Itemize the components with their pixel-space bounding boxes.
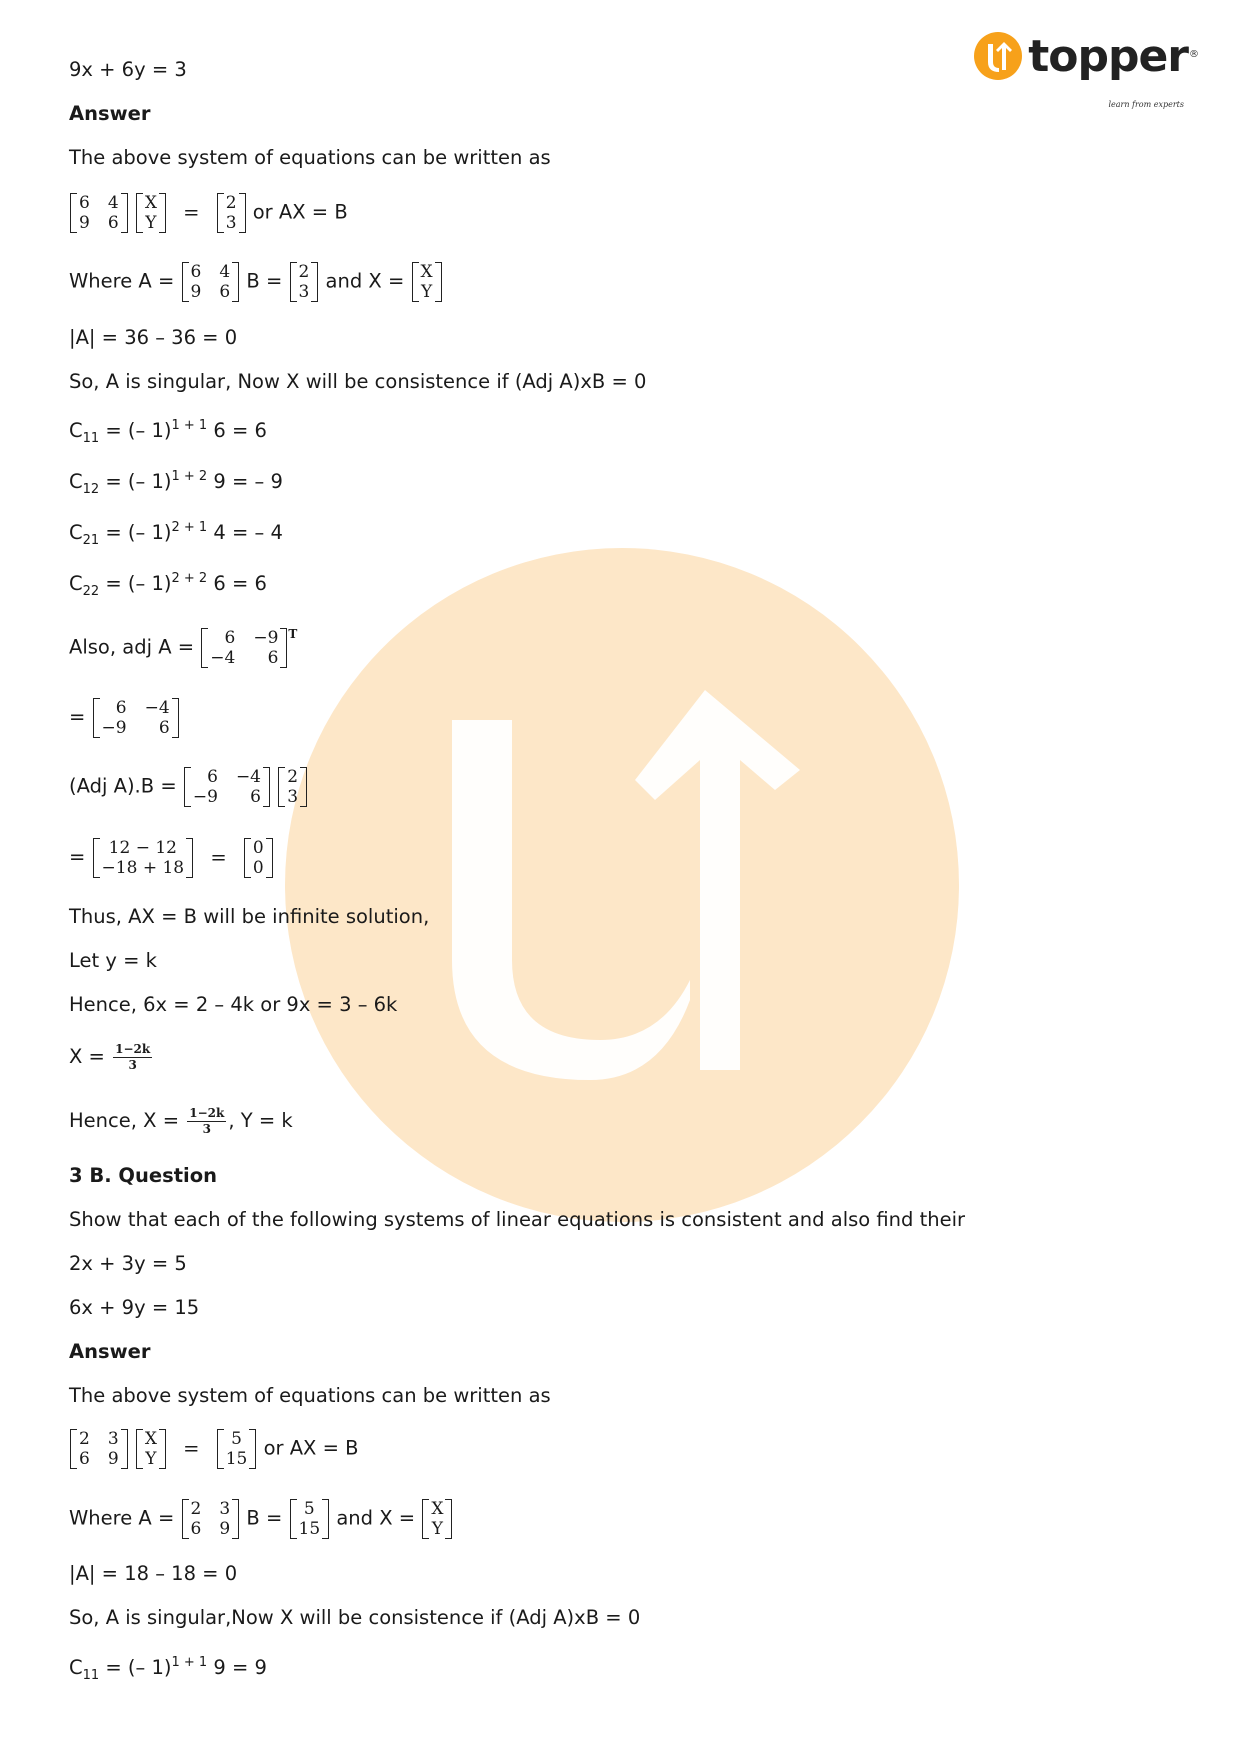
- or-text: or AX = B: [252, 200, 348, 224]
- matrix-xy: X Y: [136, 1429, 166, 1469]
- question-text: Show that each of the following systems of linear equations is consistent and also find their: [69, 1208, 966, 1231]
- matrix-xy: X Y: [136, 193, 166, 233]
- hence-line: Hence, 6x = 2 – 4k or 9x = 3 – 6k: [69, 993, 398, 1016]
- adj-result-line: = 6 −4 −9 6: [69, 698, 180, 738]
- intro-text: The above system of equations can be written as: [69, 1384, 551, 1407]
- matrix-equation: 6 4 9 6 X Y = 2 3 or AX = B: [69, 193, 348, 233]
- fraction: $\frac{1-2k}{3}$: [189, 1106, 225, 1136]
- watermark-circle: [285, 548, 959, 1222]
- answer-heading: Answer: [69, 1340, 151, 1363]
- determinant-line: |A| = 36 – 36 = 0: [69, 326, 238, 349]
- matrix-b: 5 15: [217, 1429, 257, 1469]
- product-line: = 12 − 12 −18 + 18 = 0 0: [69, 838, 274, 878]
- matrix-xy: X Y: [422, 1499, 452, 1539]
- answer-heading: Answer: [69, 102, 151, 125]
- logo-wordmark: [1028, 30, 1198, 109]
- matrix-a: 6 4 9 6: [182, 262, 240, 302]
- thus-line: Thus, AX = B will be infinite solution,: [69, 905, 430, 928]
- matrix-b: 2 3: [290, 262, 319, 302]
- brand-logo: [972, 30, 1198, 109]
- question-heading: 3 B. Question: [69, 1164, 217, 1187]
- matrix-adj: 6 −4 −9 6: [184, 767, 270, 807]
- cofactor-c11: $C_{11}$ = (– 1)$^{1 + 1}$ 6 = 6: [69, 418, 267, 446]
- cofactor-c11: $C_{11}$ = (– 1)$^{1 + 1}$ 9 = 9: [69, 1655, 267, 1683]
- hence-solution-line: Hence, X = $\frac{1-2k}{3}$ , Y = k: [69, 1106, 293, 1136]
- where-line: Where A = 2 3 6 9 B = 5 15 and X = X Y: [69, 1499, 453, 1539]
- logo-tagline: learn from experts: [1108, 100, 1184, 109]
- matrix-equation: 2 3 6 9 X Y = 5 15 or AX = B: [69, 1429, 359, 1469]
- adj-line: Also, adj A = 6 −9 −4 6 $^T$: [69, 627, 298, 668]
- equation-line: 9x + 6y = 3: [69, 58, 187, 81]
- intro-text: The above system of equations can be written as: [69, 146, 551, 169]
- logo-name: topper: [1028, 31, 1188, 82]
- adj-b-line: (Adj A).B = 6 −4 −9 6 2 3: [69, 767, 308, 807]
- cofactor-c21: $C_{21}$ = (– 1)$^{2 + 1}$ 4 = – 4: [69, 520, 283, 548]
- fraction: $\frac{1-2k}{3}$: [115, 1042, 151, 1072]
- matrix-adj-transpose: 6 −9 −4 6: [201, 628, 287, 668]
- cofactor-c12: $C_{12}$ = (– 1)$^{1 + 2}$ 9 = – 9: [69, 469, 283, 497]
- determinant-line: |A| = 18 – 18 = 0: [69, 1562, 238, 1585]
- matrix-a: 2 3 6 9: [182, 1499, 240, 1539]
- matrix-b: 2 3: [217, 193, 246, 233]
- x-value-line: X = $\frac{1-2k}{3}$: [69, 1042, 151, 1072]
- matrix-xy: X Y: [412, 262, 442, 302]
- matrix-zero: 0 0: [244, 838, 273, 878]
- matrix-a: 2 3 6 9: [70, 1429, 128, 1469]
- cofactor-c22: $C_{22}$ = (– 1)$^{2 + 2}$ 6 = 6: [69, 571, 267, 599]
- matrix-a: 6 4 9 6: [70, 193, 128, 233]
- matrix-b: 5 15: [290, 1499, 330, 1539]
- or-text: or AX = B: [263, 1436, 359, 1460]
- singular-line: So, A is singular,Now X will be consistence if (Adj A)xB = 0: [69, 1606, 641, 1629]
- matrix-adj: 6 −4 −9 6: [93, 698, 179, 738]
- matrix-b: 2 3: [278, 767, 307, 807]
- where-line: Where A = 6 4 9 6 B = 2 3 and X = X Y: [69, 262, 443, 302]
- equation-line: 6x + 9y = 15: [69, 1296, 200, 1319]
- registered-mark: ®: [1189, 49, 1198, 60]
- matrix-product: 12 − 12 −18 + 18: [93, 838, 194, 878]
- let-line: Let y = k: [69, 949, 157, 972]
- equation-line: 2x + 3y = 5: [69, 1252, 187, 1275]
- logo-mark-icon: [972, 30, 1024, 82]
- singular-line: So, A is singular, Now X will be consistence if (Adj A)xB = 0: [69, 370, 647, 393]
